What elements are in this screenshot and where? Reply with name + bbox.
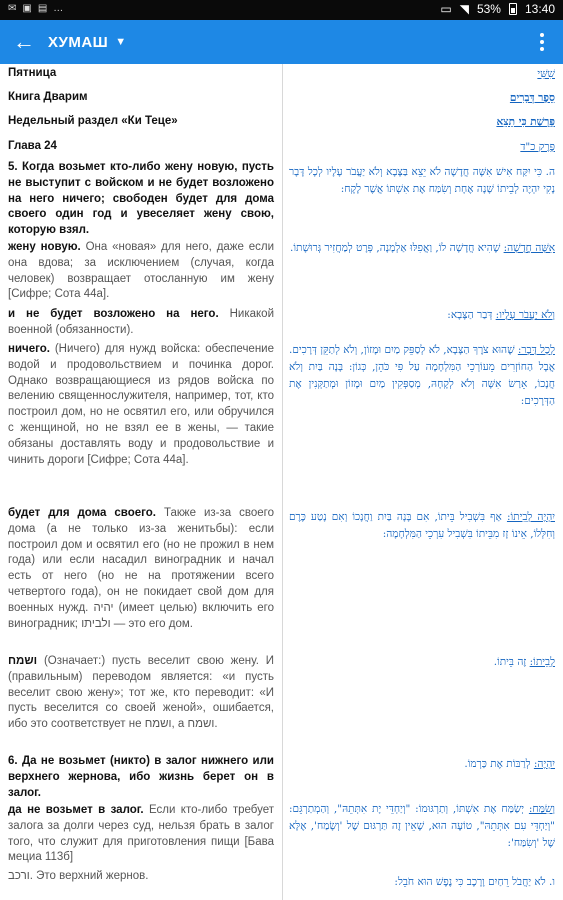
commentary-text: (Ничего) для нужд войска: обеспечение водой и продовольствием и починка дорог. Однако возвращающиеся из рядов войска по велению священнослужителя, например, тот, кто построил дом, но не освятил его, или обручился с женщиной, но не взял ее в жены, — такие обязаны доставлять воду и продовольствие и чинить дороги [Сифре; Сота 44а]. <box>8 343 274 466</box>
message-icon: ✉ <box>8 3 17 14</box>
rashi-text: לְרַבּוֹת אֶת כַּרְמוֹ. <box>464 758 534 770</box>
clock: 13:40 <box>524 2 555 16</box>
verse-5-hebrew: ה. כִּי יִקַּח אִישׁ אִשָּׁה חֲדָשָׁה לֹא יֵצֵא בַּצָּבָא וְלֹא יַעֲבֹר עָלָיו לְכָל דָּבָר נָקִי יִהְיֶה לְבֵיתוֹ שָׁנָה אֶחָת וְשִׂמַּח אֶת אִשְׁתּוֹ אֲשֶׁר לָקָח: <box>289 166 555 195</box>
book-selector[interactable] <box>48 34 127 51</box>
wifi-icon: ◥ <box>459 2 469 16</box>
reading-pane[interactable] <box>0 64 563 900</box>
parsha-heading: Недельный раздел «Ки Теце» <box>8 115 178 127</box>
commentary-term: будет для дома своего. <box>8 507 156 519</box>
book-heading-hebrew[interactable]: סֵפֶר דְּבָרִים <box>509 92 555 104</box>
commentary-text: Никакой военной (обязанности). <box>8 308 274 336</box>
rashi-5 <box>289 654 555 671</box>
rashi-text: אַף בִּשְׁבִיל בֵּיתוֹ, אִם בָּנָה בַּיִת וַחֲנָכוֹ וְאִם נָטַע כֶּרֶם וְחִלְּלוֹ, אֵינוֹ זָז מִבֵּיתוֹ בִּשְׁבִיל עִרְכֵי הַמִּלְחָמָה: <box>289 511 555 540</box>
rashi-text: שֶׁהוּא צֹרֶךְ הַצָּבָא, לֹא לְסַפֵּק מַיִם וּמָזוֹן, וְלֹא לְתַקֵּן דְּרָכִים. אֲבָל הַחוֹזְרִים מֵעוֹרְכֵי הַמִּלְחָמָה עַל פִּי כֹּהֵן, כְּגוֹן: בָּנָה בַּיִת וְלֹא חֲנָכוֹ, אֵרַשׂ אִשָּׁה וְלֹא לְקָחָהּ, מְסַפְּקִין מַיִם וּמָזוֹן וּמְתַקְּנִין אֶת הַדְּרָכִים: <box>289 344 555 407</box>
back-arrow-icon[interactable]: ← <box>13 29 35 54</box>
hebrew-column <box>289 64 555 900</box>
commentary-term: ושמח <box>8 655 38 667</box>
rashi-term[interactable]: אִשָּׁה חֲדָשָׁה: <box>503 242 555 254</box>
commentary-term: и не будет возложено на него. <box>8 308 219 320</box>
battery-icon <box>509 3 517 15</box>
notification-icons <box>8 3 63 14</box>
commentary-3 <box>8 342 274 468</box>
overflow-menu-icon[interactable] <box>535 30 549 54</box>
russian-column <box>8 64 274 900</box>
rashi-term[interactable]: וְלֹא יַעֲבֹר עָלָיו: <box>495 309 555 321</box>
app-title: ХУМАШ <box>48 33 109 51</box>
commentary-7: ורכב. Это верхний жернов. <box>8 870 149 882</box>
cast-icon: ▭ <box>440 2 452 16</box>
chevron-down-icon: ▼ <box>115 36 127 48</box>
verse-6-hebrew: ו. לֹא יַחֲבֹל רֵחַיִם וָרָכֶב כִּי נֶפֶשׁ הוּא חֹבֵל: <box>394 876 555 888</box>
day-heading: Пятница <box>8 67 57 79</box>
status-bar <box>0 0 563 20</box>
commentary-text: Она «новая» для него, даже если она вдова; за исключением (случая, когда человек) возвращает отосланную им жену [Сифре; Сота 44а]. <box>8 241 274 301</box>
chapter-heading: Глава 24 <box>8 140 57 152</box>
chapter-heading-hebrew[interactable]: פֶּרֶק כ"ד <box>520 141 555 153</box>
verse-5-text: 5. Когда возьмет кто-либо жену новую, пусть не выступит с войском и не будет возложено на него ничего; свободен будет для дома своего один год и увеселяет жену свою, которую взял. <box>8 161 274 237</box>
app-bar <box>0 20 563 64</box>
rashi-1 <box>289 240 555 257</box>
chat-icon: ▣ <box>22 3 32 14</box>
commentary-text: Если кто-либо требует залога за долги через суд, нельзя брать в залог того, что служит для приготовления пищи [Бава мециа 113б] <box>8 804 274 864</box>
verse-6-text: 6. Да не возьмет (никто) в залог нижнего или верхнего жернова, ибо жизнь берет он в залог. <box>8 755 274 799</box>
rashi-4 <box>289 509 555 543</box>
commentary-2 <box>8 307 274 339</box>
book-heading: Книга Дварим <box>8 91 88 103</box>
commentary-text: Также из-за своего дома (а не только из-за женитьбы): если построил дом и освятил его (но не прожил в нем года) или если насадил виноградник и начал есть от него (но не на протяжении всего четвертого года), он не покидает свой дом для военных нужд. יהיה (имеет целью) включить его виноградник; ולביתו — это его дом. <box>8 507 274 630</box>
rashi-text: שֶׁהִיא חֲדָשָׁה לוֹ, וַאֲפִלּוּ אַלְמָנָה, פְּרָט לְמַחֲזִיר גְּרוּשָׁתוֹ. <box>290 242 504 254</box>
commentary-6 <box>8 803 274 866</box>
commentary-text: (Означает:) пусть веселит свою жену. И (правильным) переводом является: «и пусть веселит свою жену»; тот же, кто переводит: «И пусть веселится со своей женой», ошибается, ибо это соответствует не ושמח, а ושמח. <box>8 655 274 731</box>
day-heading-hebrew[interactable]: שִׁשִּׁי <box>537 68 555 80</box>
rashi-term[interactable]: לְכָל דָּבָר: <box>517 344 555 356</box>
column-divider <box>282 64 283 900</box>
image-icon: ▤ <box>37 3 48 14</box>
battery-level: 53% <box>476 2 501 16</box>
commentary-5 <box>8 654 274 733</box>
commentary-term: жену новую. <box>8 241 81 253</box>
commentary-4 <box>8 506 274 632</box>
commentary-term: да не возьмет в залог. <box>8 804 144 816</box>
rashi-3 <box>289 342 555 410</box>
commentary-1 <box>8 240 274 303</box>
rashi-text: דְּבַר הַצָּבָא: <box>447 309 496 321</box>
more-icon: … <box>53 3 64 14</box>
commentary-term: ничего. <box>8 343 50 355</box>
rashi-term[interactable]: וְשִׂמַּח: <box>528 803 555 815</box>
rashi-text: זֶה בֵּיתוֹ. <box>493 656 530 668</box>
rashi-2 <box>289 307 555 324</box>
rashi-term[interactable]: יִהְיֶה לְבֵיתוֹ: <box>506 511 555 523</box>
parsha-heading-hebrew[interactable]: פָּרָשַׁת כִּי תֵצֵא <box>496 116 555 128</box>
rashi-text: יְשַׂמַּח אֶת אִשְׁתּוֹ, וְתַרְגּוּמוֹ: "וְיַחְדֵּי יָת אִתְּתֵהּ", וְהַמְתַרְגֵּם: "וְיַחְדֵּי עִם אִתְּתֵהּ", טוֹעֶה הוּא, שֶׁאֵין זֶה תַּרְגּוּם שֶׁל 'וְשָׂמַח', אֶלָּא שֶׁל 'וְשִׂמַּח': <box>289 803 555 849</box>
rashi-6 <box>289 756 555 773</box>
rashi-term[interactable]: יִהְיֶה: <box>533 758 555 770</box>
rashi-term[interactable]: לְבֵיתוֹ: <box>529 656 555 668</box>
rashi-7 <box>289 801 555 852</box>
